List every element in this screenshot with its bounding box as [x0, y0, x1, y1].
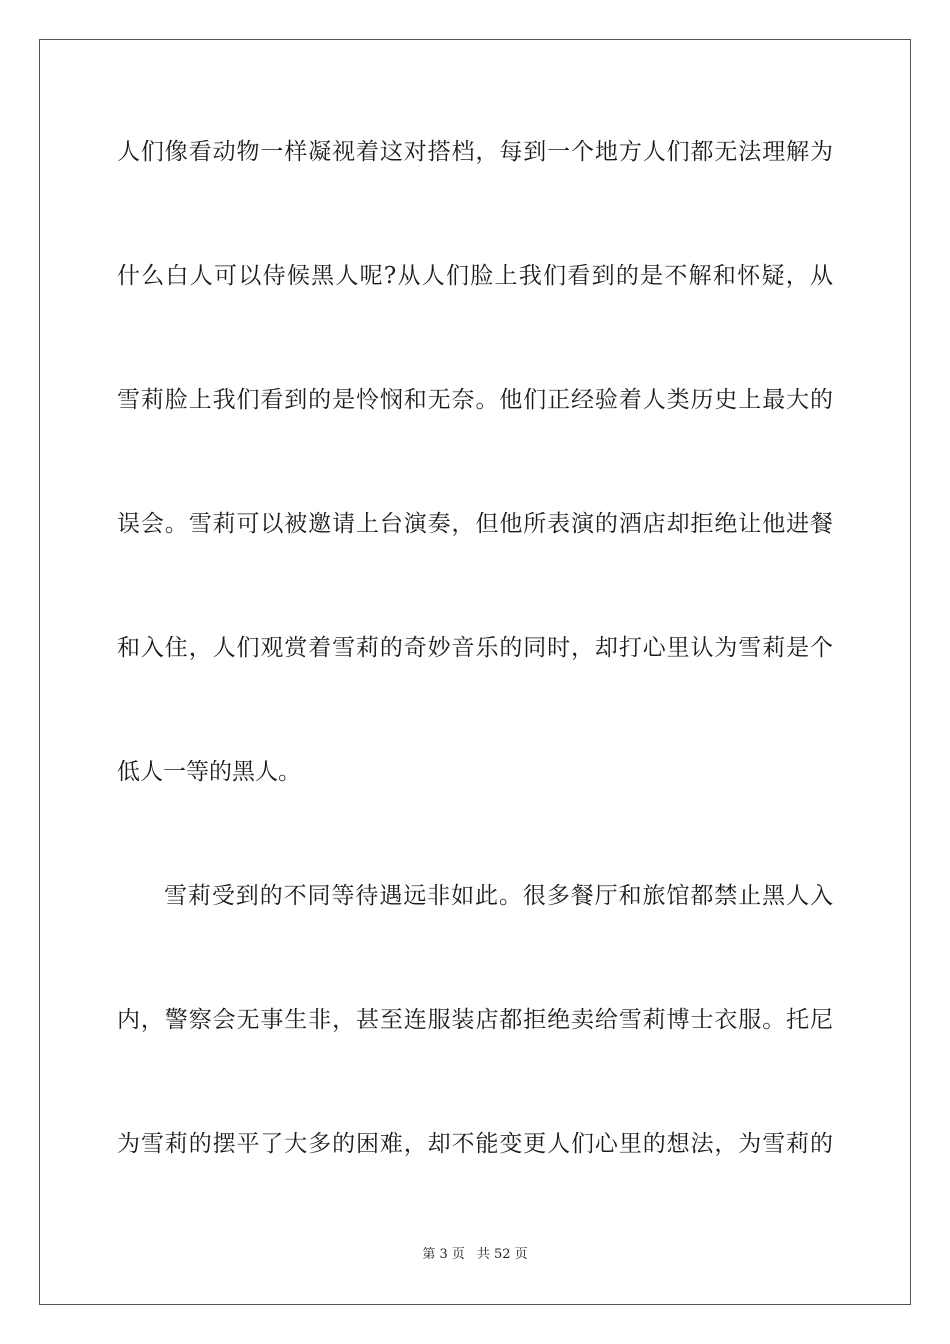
page-border [39, 39, 911, 1305]
text-line-5: 和入住，人们观赏着雪莉的奇妙音乐的同时，却打心里认为雪莉是个 [117, 635, 833, 661]
text-line-9: 为雪莉的摆平了大多的困难，却不能变更人们心里的想法，为雪莉的 [117, 1131, 833, 1157]
page-footer [0, 1246, 950, 1264]
paragraph-start-line: 雪莉受到的不同等待遇远非如此。很多餐厅和旅馆都禁止黑人入 [164, 883, 833, 909]
text-line-6: 低人一等的黑人。 [117, 759, 301, 785]
page-number: 第 3 页 [422, 1247, 465, 1262]
text-line-2: 什么白人可以侍候黑人呢?从人们脸上我们看到的是不解和怀疑，从 [117, 263, 833, 289]
text-line-1: 人们像看动物一样凝视着这对搭档，每到一个地方人们都无法理解为 [117, 139, 833, 165]
text-line-4: 误会。雪莉可以被邀请上台演奏，但他所表演的酒店却拒绝让他进餐 [117, 511, 833, 537]
total-pages: 共 52 页 [476, 1247, 528, 1262]
text-line-8: 内，警察会无事生非，甚至连服装店都拒绝卖给雪莉博士衣服。托尼 [117, 1007, 833, 1033]
text-line-3: 雪莉脸上我们看到的是怜悯和无奈。他们正经验着人类历史上最大的 [117, 387, 833, 413]
